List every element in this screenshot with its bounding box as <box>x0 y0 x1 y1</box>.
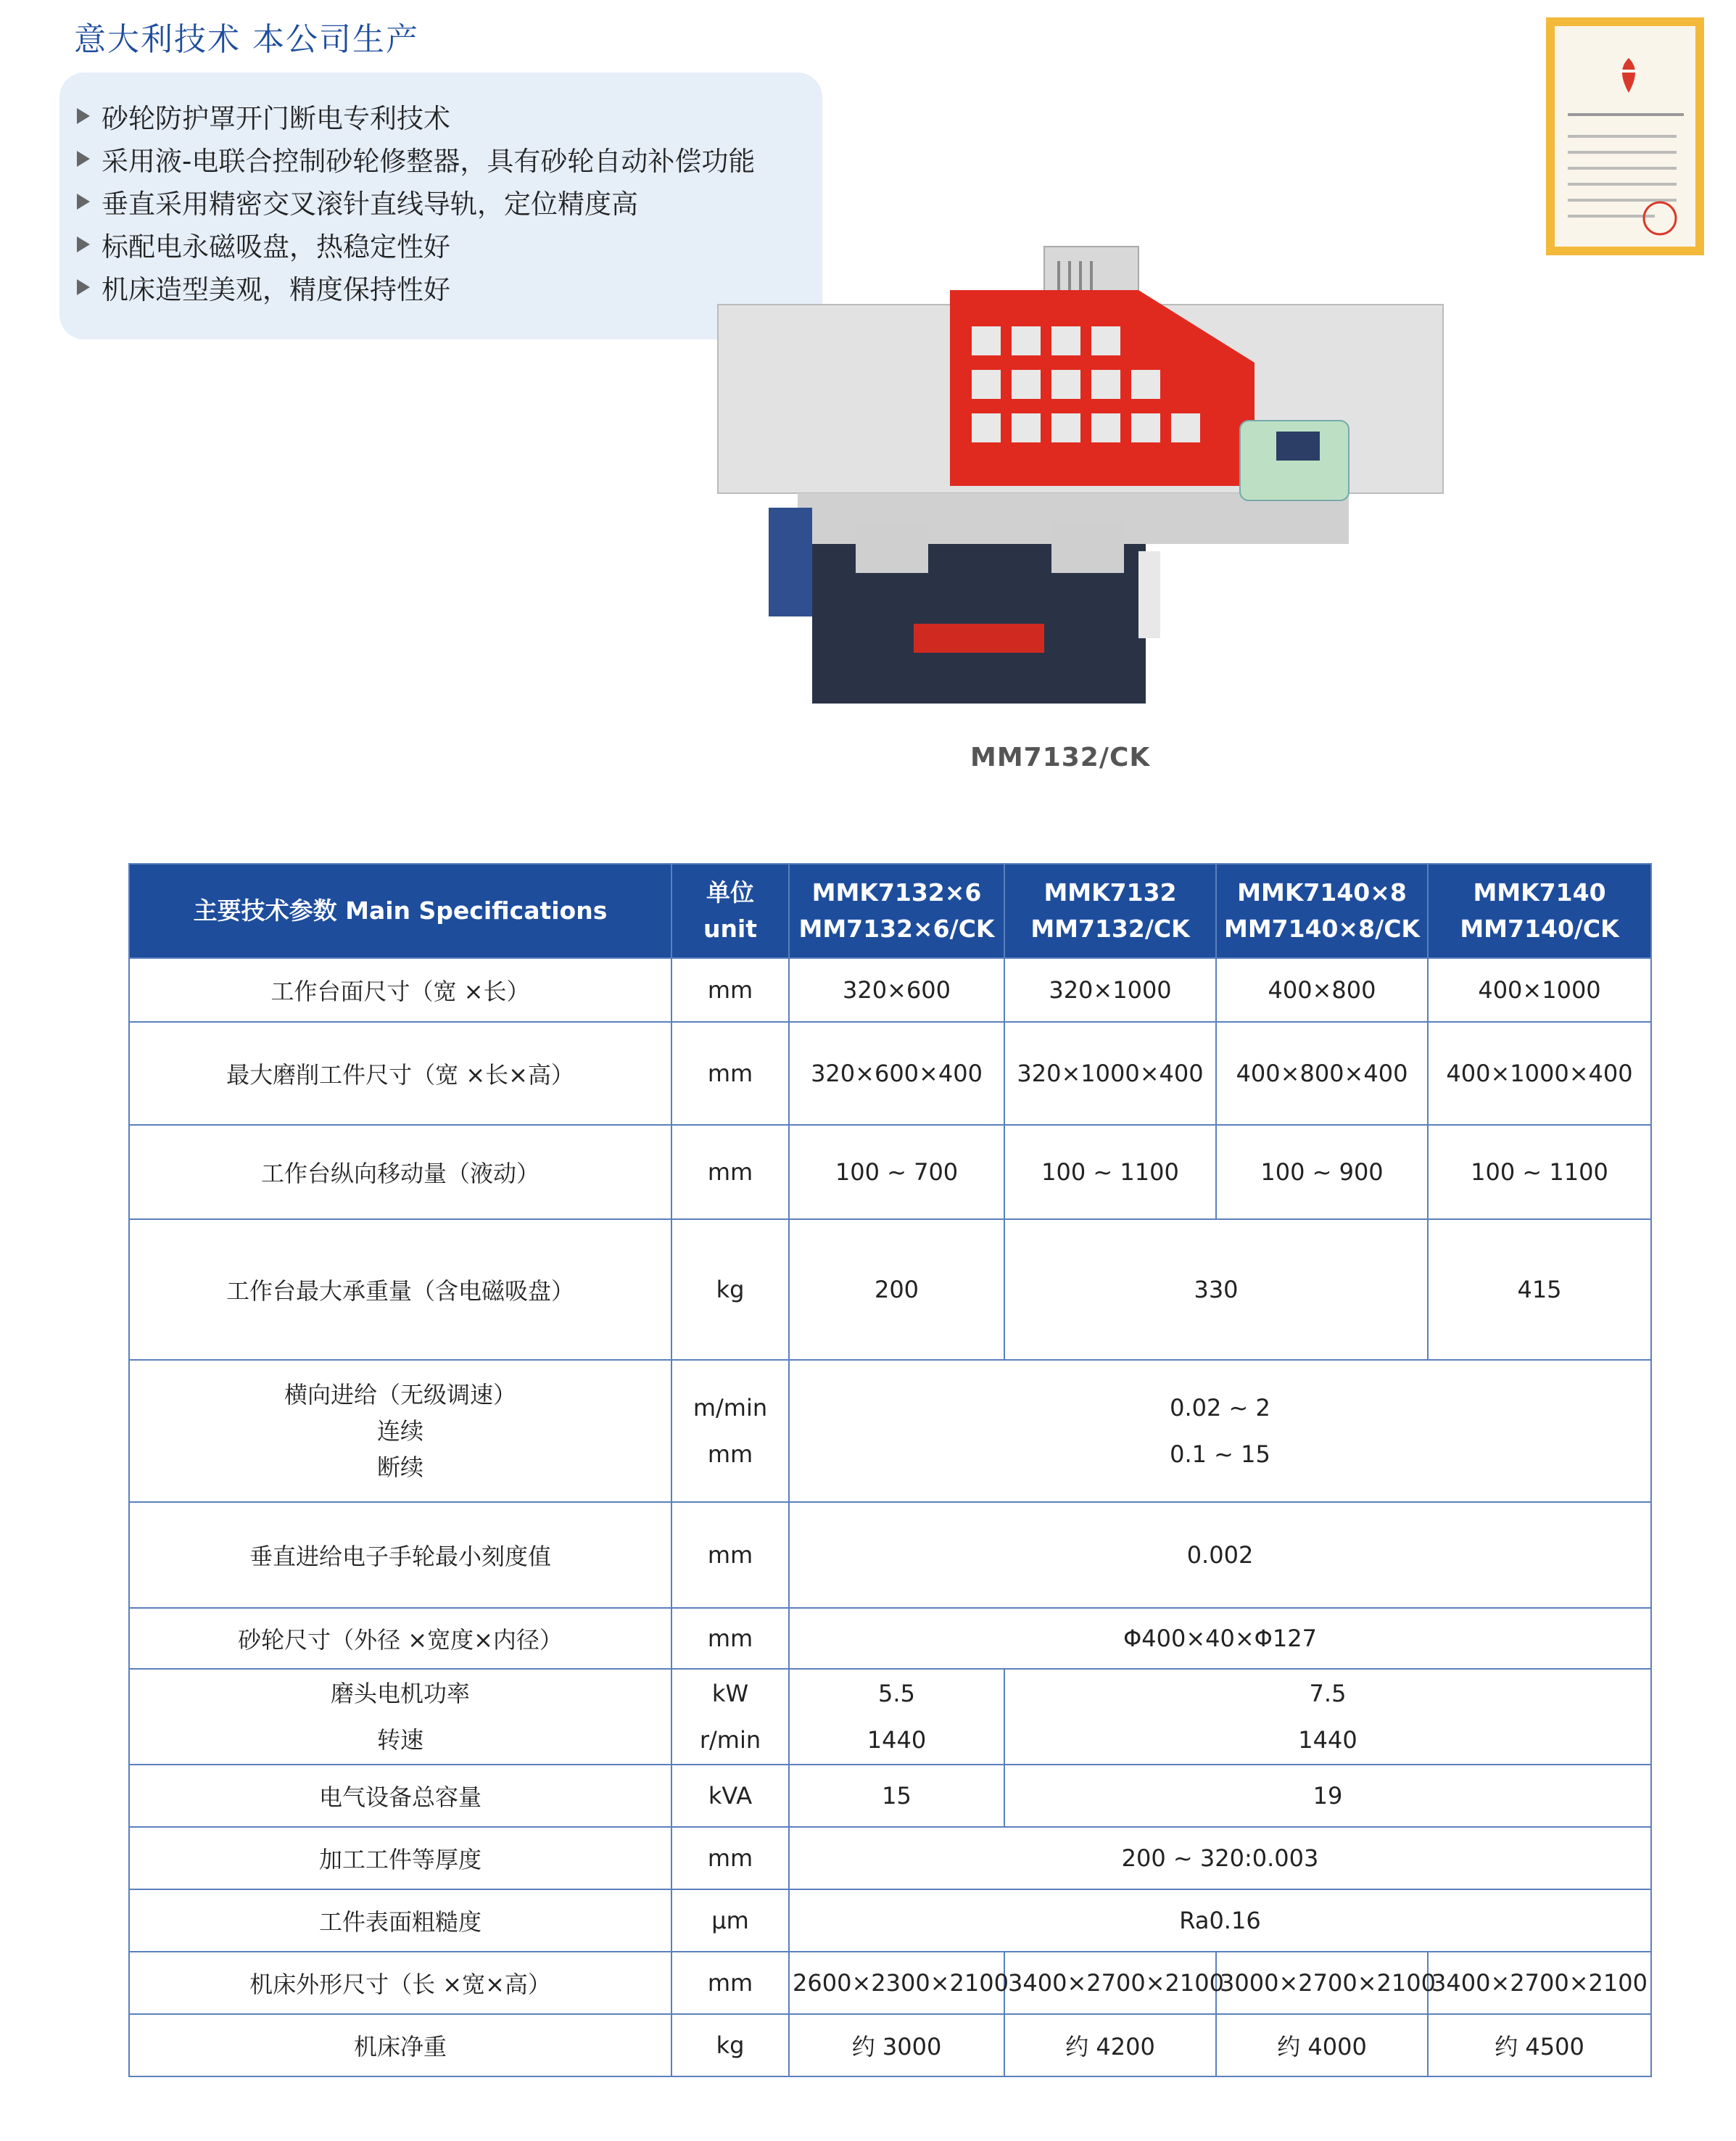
cell-value: 5.5 1440 <box>789 1669 1004 1765</box>
table-row <box>129 1827 1651 1889</box>
row-unit: mm <box>671 1827 789 1889</box>
certificate-text-line <box>1568 151 1677 154</box>
machine-photo <box>703 218 1458 725</box>
feature-item: 标配电永磁吸盘，热稳定性好 <box>77 223 755 265</box>
cell-value: 100 ~ 700 <box>789 1125 1004 1219</box>
cell-value: 2600×2300×2100 <box>789 1952 1004 2014</box>
row-label: 机床外形尺寸（长 ×宽×高） <box>129 1952 671 2014</box>
certificate-text-line <box>1568 183 1677 186</box>
header-param: 主要技术参数 Main Specifications <box>129 864 671 958</box>
certificate-text-line <box>1568 135 1677 138</box>
row-label: 工作台纵向移动量（液动） <box>129 1125 671 1219</box>
row-unit: μm <box>671 1889 789 1952</box>
cell-value: 0.02 ~ 2 0.1 ~ 15 <box>789 1360 1651 1502</box>
feature-item: 砂轮防护罩开门断电专利技术 <box>77 94 755 137</box>
cell-value: 330 <box>1004 1219 1428 1360</box>
cell-value: 400×800×400 <box>1216 1022 1428 1125</box>
cell-value: 415 <box>1428 1219 1651 1360</box>
row-label: 加工工件等厚度 <box>129 1827 671 1889</box>
row-label: 工作台面尺寸（宽 ×长） <box>129 958 671 1022</box>
certificate-text-line <box>1568 167 1677 170</box>
row-label: 工作台最大承重量（含电磁吸盘） <box>129 1219 671 1360</box>
row-label: 最大磨削工件尺寸（宽 ×长×高） <box>129 1022 671 1125</box>
table-row <box>129 1952 1651 2014</box>
table-row <box>129 1669 1651 1765</box>
table-row <box>129 958 1651 1022</box>
cell-value: Φ400×40×Φ127 <box>789 1608 1651 1669</box>
cell-value: 100 ~ 1100 <box>1004 1125 1216 1219</box>
row-unit: kg <box>671 2014 789 2076</box>
header-model: MMK7132×6 MM7132×6/CK <box>789 864 1004 958</box>
row-label: 电气设备总容量 <box>129 1765 671 1827</box>
row-unit: mm <box>671 958 789 1022</box>
cell-value: 320×600×400 <box>789 1022 1004 1125</box>
table-row <box>129 1022 1651 1125</box>
cell-value: 3000×2700×2100 <box>1216 1952 1428 2014</box>
page-title: 意大利技术 本公司生产 <box>74 21 419 58</box>
cell-value: 320×1000×400 <box>1004 1022 1216 1125</box>
certificate-text-line <box>1568 113 1684 116</box>
cell-value: 320×600 <box>789 958 1004 1022</box>
row-label: 磨头电机功率 转速 <box>129 1669 671 1765</box>
cell-value: 约 4500 <box>1428 2014 1651 2076</box>
cell-value: 200 ~ 320:0.003 <box>789 1827 1651 1889</box>
triangle-bullet-icon <box>77 108 90 124</box>
cell-value: 400×800 <box>1216 958 1428 1022</box>
table-row <box>129 1765 1651 1827</box>
header-model: MMK7132 MM7132/CK <box>1004 864 1216 958</box>
row-label: 垂直进给电子手轮最小刻度值 <box>129 1502 671 1608</box>
cell-value: 15 <box>789 1765 1004 1827</box>
table-row <box>129 1219 1651 1360</box>
row-unit: mm <box>671 1125 789 1219</box>
row-unit: kVA <box>671 1765 789 1827</box>
cell-value: Ra0.16 <box>789 1889 1651 1952</box>
table-header-row <box>129 864 1651 958</box>
row-unit: kg <box>671 1219 789 1360</box>
cell-value: 320×1000 <box>1004 958 1216 1022</box>
row-unit: mm <box>671 1022 789 1125</box>
triangle-bullet-icon <box>77 194 90 210</box>
cell-value: 100 ~ 1100 <box>1428 1125 1651 1219</box>
table-row <box>129 1608 1651 1669</box>
cell-value: 约 3000 <box>789 2014 1004 2076</box>
triangle-bullet-icon <box>77 151 90 167</box>
feature-item: 采用液-电联合控制砂轮修整器，具有砂轮自动补偿功能 <box>77 137 755 180</box>
feature-item: 垂直采用精密交叉滚针直线导轨，定位精度高 <box>77 180 755 223</box>
cell-value: 约 4200 <box>1004 2014 1216 2076</box>
row-unit: mm <box>671 1952 789 2014</box>
triangle-bullet-icon <box>77 279 90 295</box>
table-row <box>129 1889 1651 1952</box>
row-label: 砂轮尺寸（外径 ×宽度×内径） <box>129 1608 671 1669</box>
row-unit: m/min mm <box>671 1360 789 1502</box>
row-label: 横向进给（无级调速） 连续 断续 <box>129 1360 671 1502</box>
certificate-image <box>1546 17 1704 255</box>
table-row <box>129 1360 1651 1502</box>
table-row <box>129 1502 1651 1608</box>
feature-list <box>77 94 755 308</box>
cell-value: 约 4000 <box>1216 2014 1428 2076</box>
row-unit: mm <box>671 1502 789 1608</box>
cell-value: 100 ~ 900 <box>1216 1125 1428 1219</box>
spec-table <box>128 863 1652 2077</box>
row-unit: mm <box>671 1608 789 1669</box>
triangle-bullet-icon <box>77 236 90 252</box>
cell-value: 400×1000 <box>1428 958 1651 1022</box>
table-row <box>129 1125 1651 1219</box>
seal-icon <box>1642 200 1678 236</box>
header-model: MMK7140×8 MM7140×8/CK <box>1216 864 1428 958</box>
cell-value: 3400×2700×2100 <box>1428 1952 1651 2014</box>
row-label: 机床净重 <box>129 2014 671 2076</box>
cell-value: 19 <box>1004 1765 1651 1827</box>
feature-item: 机床造型美观，精度保持性好 <box>77 265 755 308</box>
header-unit: 单位 unit <box>671 864 789 958</box>
table-row <box>129 2014 1651 2076</box>
row-unit: kW r/min <box>671 1669 789 1765</box>
cell-value: 0.002 <box>789 1502 1651 1608</box>
header-model: MMK7140 MM7140/CK <box>1428 864 1651 958</box>
cell-value: 400×1000×400 <box>1428 1022 1651 1125</box>
cell-value: 200 <box>789 1219 1004 1360</box>
model-caption: MM7132/CK <box>970 743 1151 772</box>
certificate-logo-icon <box>1614 55 1643 96</box>
cell-value: 3400×2700×2100 <box>1004 1952 1216 2014</box>
row-label: 工件表面粗糙度 <box>129 1889 671 1952</box>
cell-value: 7.5 1440 <box>1004 1669 1651 1765</box>
